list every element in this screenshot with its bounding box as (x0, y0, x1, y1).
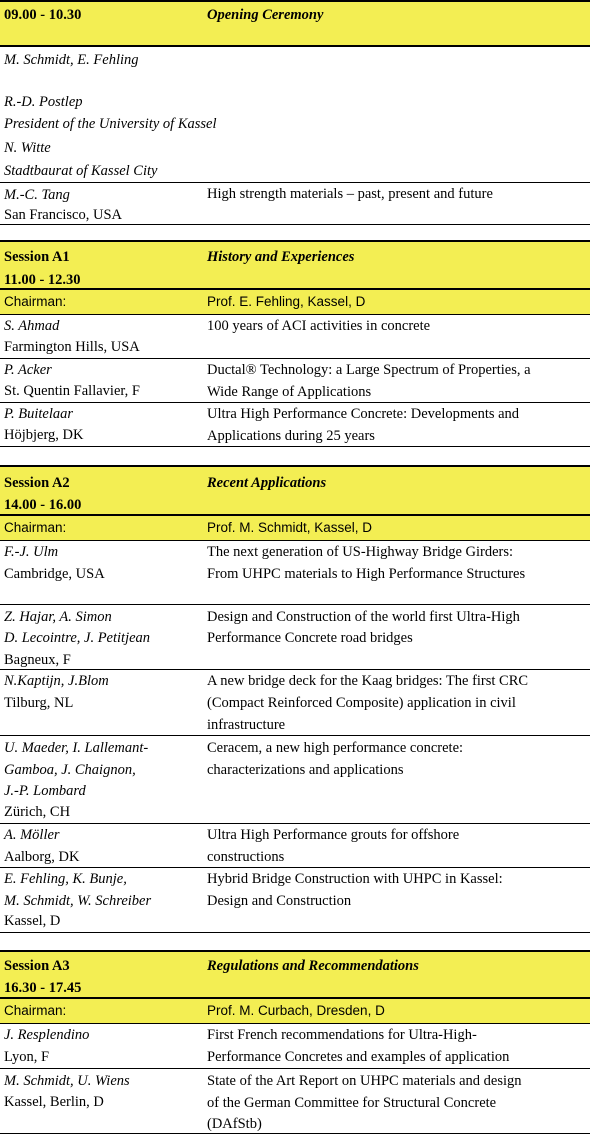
talk-location: Lyon, F (4, 1049, 50, 1065)
talk-title: Wide Range of Applications (207, 384, 372, 400)
divider (0, 735, 590, 736)
talk-author: F.-J. Ulm (4, 544, 59, 560)
opening-title: Opening Ceremony (207, 7, 324, 23)
session-title: History and Experiences (207, 249, 355, 265)
talk-location: Cambridge, USA (4, 566, 105, 582)
talk-location: Kassel, D (4, 913, 61, 929)
talk-location: Aalborg, DK (4, 849, 80, 865)
talk-title: The next generation of US-Highway Bridge Girders: (207, 544, 514, 560)
talk-author: A. Möller (4, 827, 60, 843)
opening-time: 09.00 - 10.30 (4, 7, 82, 23)
session-label: Session A3 (4, 958, 70, 974)
speaker-name: N. Witte (4, 140, 51, 156)
talk-title: From UHPC materials to High Performance Structures (207, 566, 526, 582)
talk-title: Hybrid Bridge Construction with UHPC in Kassel: (207, 871, 503, 887)
talk-author: E. Fehling, K. Bunje, (4, 871, 127, 887)
speaker-name: M.-C. Tang (4, 187, 70, 203)
talk-author: Z. Hajar, A. Simon (4, 609, 112, 625)
divider (0, 446, 590, 447)
divider (0, 1133, 590, 1134)
session-label: Session A1 (4, 249, 70, 265)
talk-author: J.-P. Lombard (4, 783, 86, 799)
divider (0, 604, 590, 605)
talk-location: St. Quentin Fallavier, F (4, 383, 140, 399)
chair-label: Chairman: (4, 1003, 67, 1018)
talk-title: 100 years of ACI activities in concrete (207, 318, 431, 334)
chair-label: Chairman: (4, 520, 67, 535)
talk-title: A new bridge deck for the Kaag bridges: The first CRC (207, 673, 529, 689)
talk-location: Farmington Hills, USA (4, 339, 140, 355)
speaker-name: M. Schmidt, E. Fehling (4, 52, 139, 68)
talk-author: U. Maeder, I. Lallemant- (4, 740, 149, 756)
session-label: Session A2 (4, 475, 70, 491)
divider (0, 224, 590, 225)
talk-title: First French recommendations for Ultra-High- (207, 1027, 477, 1043)
talk-title: Design and Construction (207, 893, 352, 909)
talk-title: State of the Art Report on UHPC materials and design (207, 1073, 522, 1089)
talk-location: Bagneux, F (4, 652, 71, 668)
talk-location: Höjbjerg, DK (4, 427, 84, 443)
talk-location: Tilburg, NL (4, 695, 74, 711)
talk-title: High strength materials – past, present and future (207, 186, 493, 202)
session-title: Regulations and Recommendations (207, 958, 419, 974)
talk-title: (Compact Reinforced Composite) application in civil (207, 695, 516, 711)
talk-title: Performance Concretes and examples of application (207, 1049, 510, 1065)
talk-location: Zürich, CH (4, 804, 71, 820)
talk-title: Applications during 25 years (207, 428, 375, 444)
divider (0, 932, 590, 933)
talk-title: Performance Concrete road bridges (207, 630, 413, 646)
talk-author: P. Buitelaar (4, 406, 74, 422)
talk-title: Design and Construction of the world first Ultra-High (207, 609, 520, 625)
talk-title: characterizations and applications (207, 762, 404, 778)
session-title: Recent Applications (207, 475, 327, 491)
talk-location: Kassel, Berlin, D (4, 1094, 104, 1110)
speaker-name: R.-D. Postlep (4, 94, 83, 110)
divider (0, 1068, 590, 1069)
speaker-role: Stadtbaurat of Kassel City (4, 163, 158, 179)
talk-author: S. Ahmad (4, 318, 60, 334)
talk-title: of the German Committee for Structural Concrete (207, 1095, 497, 1111)
talk-author: M. Schmidt, W. Schreiber (4, 893, 152, 909)
talk-title: constructions (207, 849, 285, 865)
talk-title: (DAfStb) (207, 1116, 262, 1132)
talk-author: D. Lecointre, J. Petitjean (4, 630, 151, 646)
speaker-location: San Francisco, USA (4, 207, 123, 223)
session-time: 11.00 - 12.30 (4, 272, 81, 288)
talk-title: Ultra High Performance Concrete: Developments and (207, 406, 520, 422)
talk-title: infrastructure (207, 717, 286, 733)
chair-label: Chairman: (4, 294, 67, 309)
chair-name: Prof. M. Curbach, Dresden, D (207, 1003, 385, 1018)
talk-title: Ultra High Performance grouts for offshore (207, 827, 460, 843)
talk-title: Ceracem, a new high performance concrete: (207, 740, 464, 756)
talk-author: P. Acker (4, 362, 52, 378)
session-time: 16.30 - 17.45 (4, 980, 82, 996)
talk-author: N.Kaptijn, J.Blom (4, 673, 109, 689)
talk-author: M. Schmidt, U. Wiens (4, 1073, 130, 1089)
talk-author: J. Resplendino (4, 1027, 90, 1043)
session-time: 14.00 - 16.00 (4, 497, 82, 513)
chair-name: Prof. M. Schmidt, Kassel, D (207, 520, 373, 535)
speaker-role: President of the University of Kassel (4, 116, 217, 132)
talk-title: Ductal® Technology: a Large Spectrum of Properties, a (207, 362, 531, 378)
talk-author: Gamboa, J. Chaignon, (4, 762, 136, 778)
chair-name: Prof. E. Fehling, Kassel, D (207, 294, 366, 309)
